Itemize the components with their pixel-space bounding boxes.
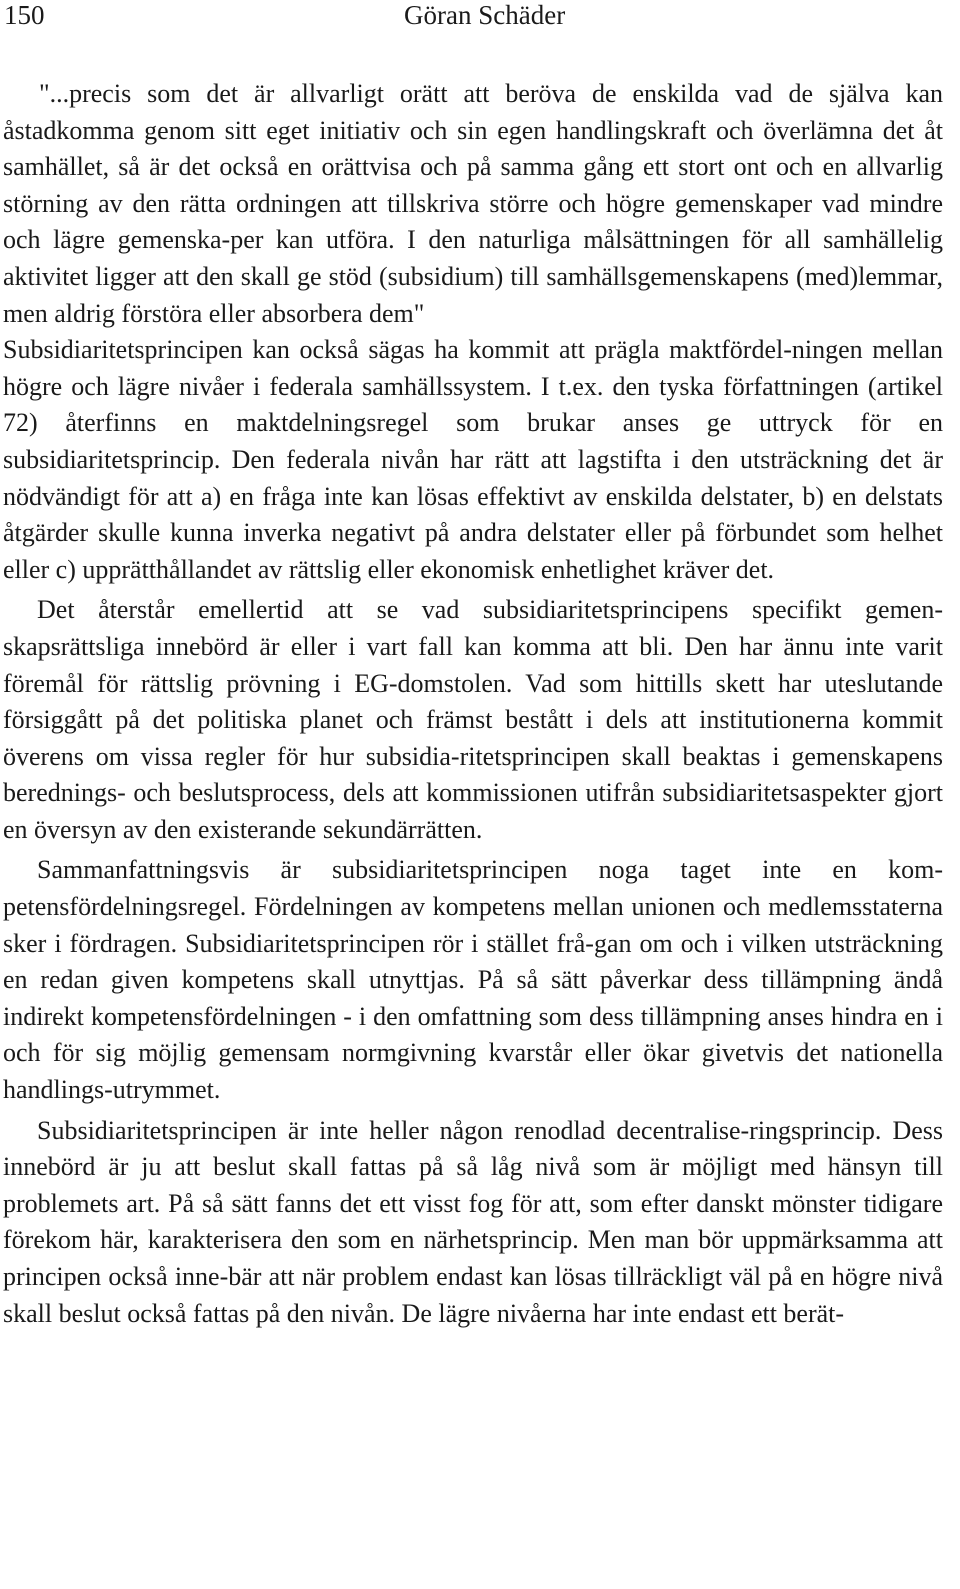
page-number: 150: [4, 0, 45, 30]
running-title: Göran Schäder: [404, 0, 566, 30]
text-body: [3, 76, 943, 1332]
quote-paragraph: "...precis som det är allvarligt orätt att beröva de enskilda vad de själva kan åstadkomma genom sitt eget initiativ och sin egen handlingskraft och överlämna det åt samhället, så är det också en orättvisa och på samma gång ett stort ont och en allvarlig störning av den rätta ordningen att tillskriva större och högre gemenskaper vad mindre och lägre gemenska-per kan utföra. I den naturliga målsättningen för all samhällelig aktivitet ligger att den skall ge stöd (subsidium) till samhällsgemenskapens (med)lemmar, men aldrig förstöra eller absorbera dem": [3, 79, 943, 328]
running-head: [0, 0, 960, 34]
body-paragraph: Sammanfattningsvis är subsidiaritetsprincipen noga taget inte en kom-petensfördelningsregel. Fördelningen av kompetens mellan unionen och medlemsstaterna sker i fördragen. Subsidiaritetsprincipen rör i stället frå-gan om och i vilken utsträckning en redan given kompetens skall utnyttjas. På så sätt påverkar dess tillämpning ändå indirekt kompetensfördelningen - i den omfattning som dess tillämpning anses hindra en i och för sig möjlig gemensam normgivning kvarstår eller ökar givetvis det nationella handlings-utrymmet.: [3, 855, 943, 1105]
body-paragraph: Subsidiaritetsprincipen kan också sägas ha kommit att prägla maktfördel-ningen mellan högre och lägre nivåer i federala samhällssystem. I t.ex. den tyska författningen (artikel 72) återfinns en maktdelningsregel som brukar anses ge uttryck för en subsidiaritetsprincip. Den federala nivån har rätt att lagstifta i den utsträckning det är nödvändigt för att a) en fråga inte kan lösas effektivt av enskilda delstater, b) en delstats åtgärder skulle kunna inverka negativt på andra delstater eller på förbundet som helhet eller c) upprätthållandet av rättslig eller ekonomisk enhetlighet kräver det.: [3, 335, 943, 584]
body-paragraph: Subsidiaritetsprincipen är inte heller någon renodlad decentralise-ringsprincip. Dess innebörd är ju att beslut skall fattas på så låg nivå som är möjligt med hänsyn till problemets art. På så sätt fanns det ett visst fog för att, som efter danskt mönster tidigare förekom här, karakterisera den som en närhetsprincip. Men man bör uppmärksamma att principen också inne-bär att när problem endast kan lösas tillräckligt väl på en högre nivå skall beslut också fattas på den nivån. De lägre nivåerna har inte endast ett berät-: [3, 1115, 943, 1328]
body-paragraph: Det återstår emellertid att se vad subsidiaritetsprincipens specifikt gemen-skapsrättsliga innebörd är eller i vart fall kan komma att bli. Den har ännu inte varit föremål för rättslig prövning i EG-domstolen. Vad som hittills skett har uteslutande försiggått på det politiska planet och främst bestått i dels att institutionerna kommit överens om vissa regler för hur subsidia-ritetsprincipen skall beaktas i gemenskapens berednings- och beslutsprocess, dels att kommissionen utifrån subsidiaritetsaspekter gjort en översyn av den existerande sekundärrätten.: [3, 595, 943, 844]
